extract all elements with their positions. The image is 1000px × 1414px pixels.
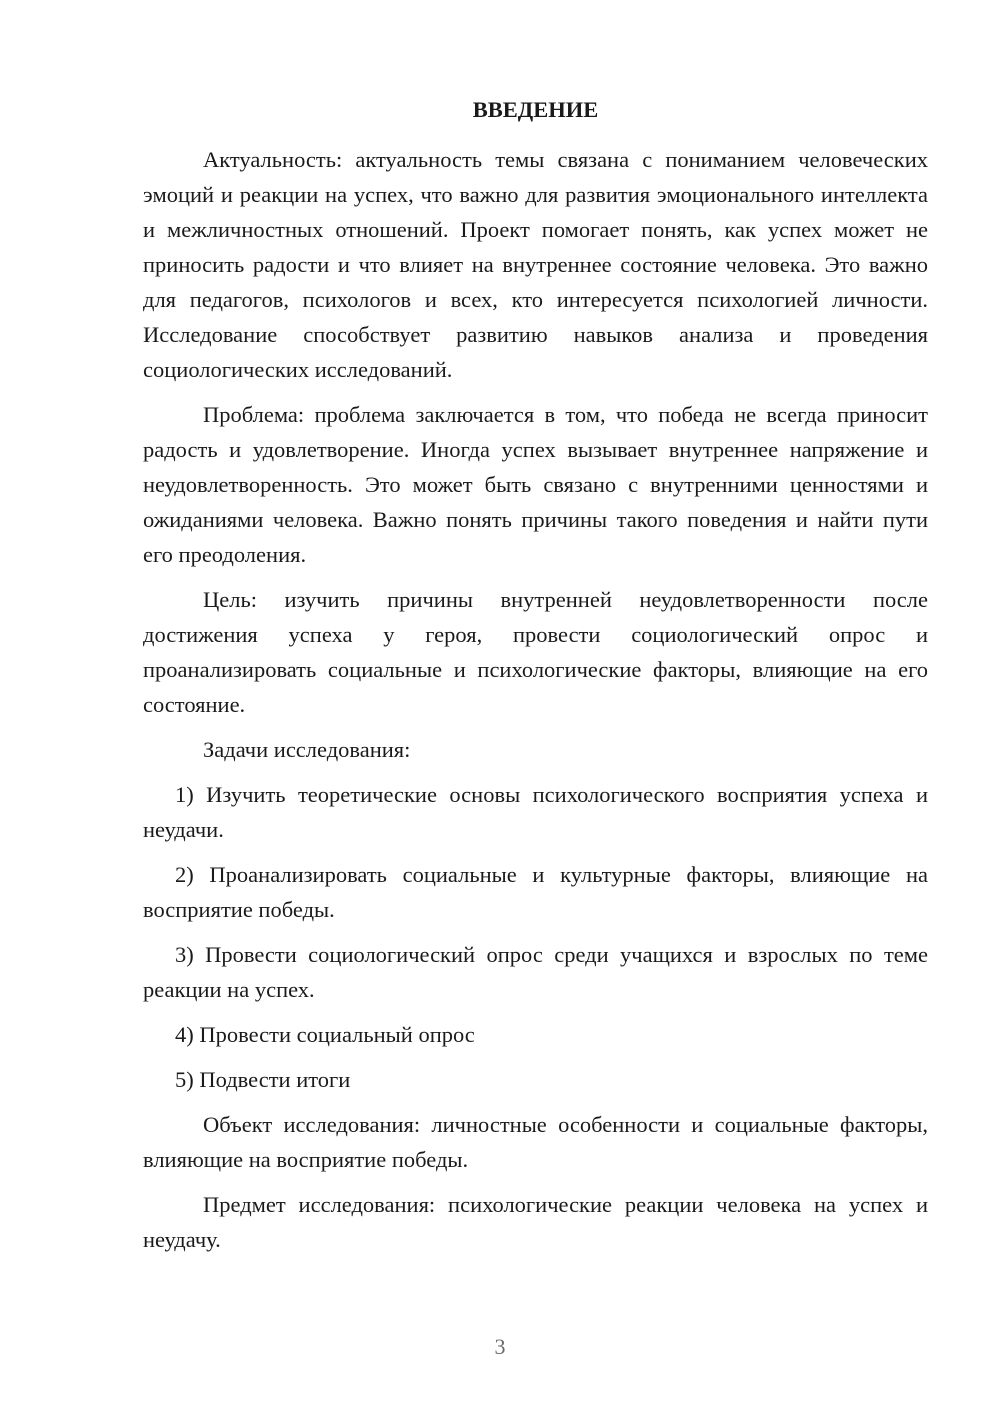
tasks-heading: Задачи исследования: — [203, 737, 411, 762]
paragraph-problem: Проблема: проблема заключается в том, что победа не всегда приносит радость и удовлетворение. Иногда успех вызывает внутреннее напряжение и неудовлетворенность. Это может быть связано с внутренними ценностями и ожиданиями человека. Важно понять причины такого поведения и найти пути его преодоления. — [143, 402, 928, 567]
paragraph-object: Объект исследования: личностные особенности и социальные факторы, влияющие на восприятие победы. — [143, 1112, 928, 1172]
task-item-1: 1) Изучить теоретические основы психологического восприятия успеха и неудачи. — [143, 782, 928, 842]
paragraph-goal: Цель: изучить причины внутренней неудовлетворенности после достижения успеха у героя, провести социологический опрос и проанализировать социальные и психологические факторы, влияющие на его состояние. — [143, 587, 928, 717]
task-item-5: 5) Подвести итоги — [175, 1067, 351, 1092]
task-item-3: 3) Провести социологический опрос среди учащихся и взрослых по теме реакции на успех. — [143, 942, 928, 1002]
task-item-2: 2) Проанализировать социальные и культурные факторы, влияющие на восприятие победы. — [143, 862, 928, 922]
task-item-4: 4) Провести социальный опрос — [175, 1022, 475, 1047]
section-title: ВВЕДЕНИЕ — [472, 97, 599, 122]
page-number: 3 — [494, 1334, 506, 1359]
paragraph-subject: Предмет исследования: психологические реакции человека на успех и неудачу. — [143, 1192, 928, 1252]
page-content — [143, 94, 928, 1257]
paragraph-relevance: Актуальность: актуальность темы связана с пониманием человеческих эмоций и реакции на успех, что важно для развития эмоционального интеллекта и межличностных отношений. Проект помогает понять, как успех может не приносить радости и что влияет на внутреннее состояние человека. Это важно для педагогов, психологов и всех, кто интересуется психологией личности. Исследование способствует развитию навыков анализа и проведения социологических исследований. — [143, 147, 928, 382]
